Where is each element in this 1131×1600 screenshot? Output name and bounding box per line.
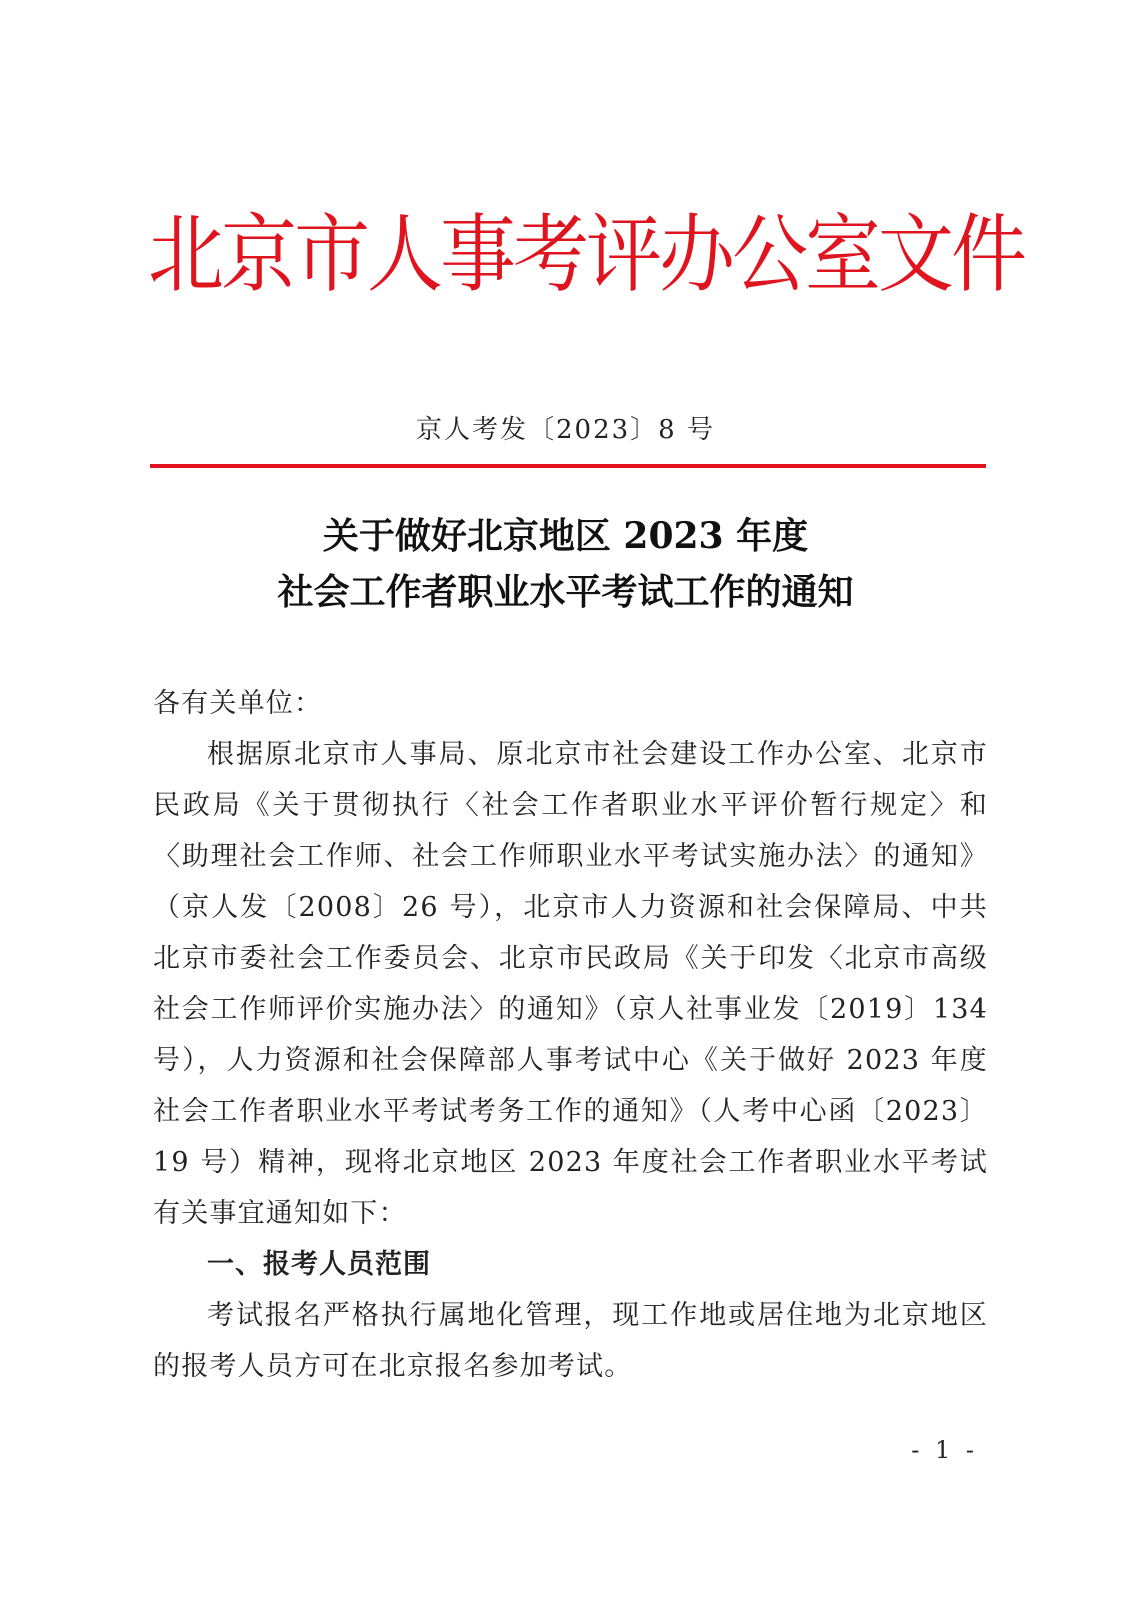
section-1-heading: 一、报考人员范围 xyxy=(207,1249,431,1280)
body-paragraph-1: 根据原北京市人事局、原北京市社会建设工作办公室、北京市民政局《关于贯彻执行〈社会工作者职业水平评价暂行规定〉和〈助理社会工作师、社会工作师职业水平考试实施办法〉的通知》（京人发〔2008〕26 号），北京市人力资源和社会保障局、中共北京市委社会工作委员会、北京市民政局《关于印发〈北京市高级社会工作师评价实施办法〉的通知》（京人社事业发〔2019〕134 号），人力资源和社会保障部人事考试中心《关于做好 2023 年度社会工作者职业水平考试考务工作的通知》（人考中心函〔2023〕19 号）精神，现将北京地区 2023 年度社会工作者职业水平考试有关事宜通知如下： xyxy=(153,739,988,1229)
notice-title-line-2: 社会工作者职业水平考试工作的通知 xyxy=(277,571,854,613)
salutation: 各有关单位： xyxy=(153,688,323,719)
issuing-office-header: 北京市人事考评办公室文件 xyxy=(148,204,1024,305)
notice-body xyxy=(153,678,988,1392)
page-number: - 1 - xyxy=(911,1436,978,1464)
red-divider-line xyxy=(150,464,986,468)
notice-title-line-1: 关于做好北京地区 2023 年度 xyxy=(322,515,809,557)
section-1-text: 考试报名严格执行属地化管理，现工作地或居住地为北京地区的报考人员方可在北京报名参加考试。 xyxy=(153,1300,988,1382)
document-number: 京人考发〔2023〕8 号 xyxy=(416,415,715,445)
notice-title xyxy=(0,508,1131,620)
